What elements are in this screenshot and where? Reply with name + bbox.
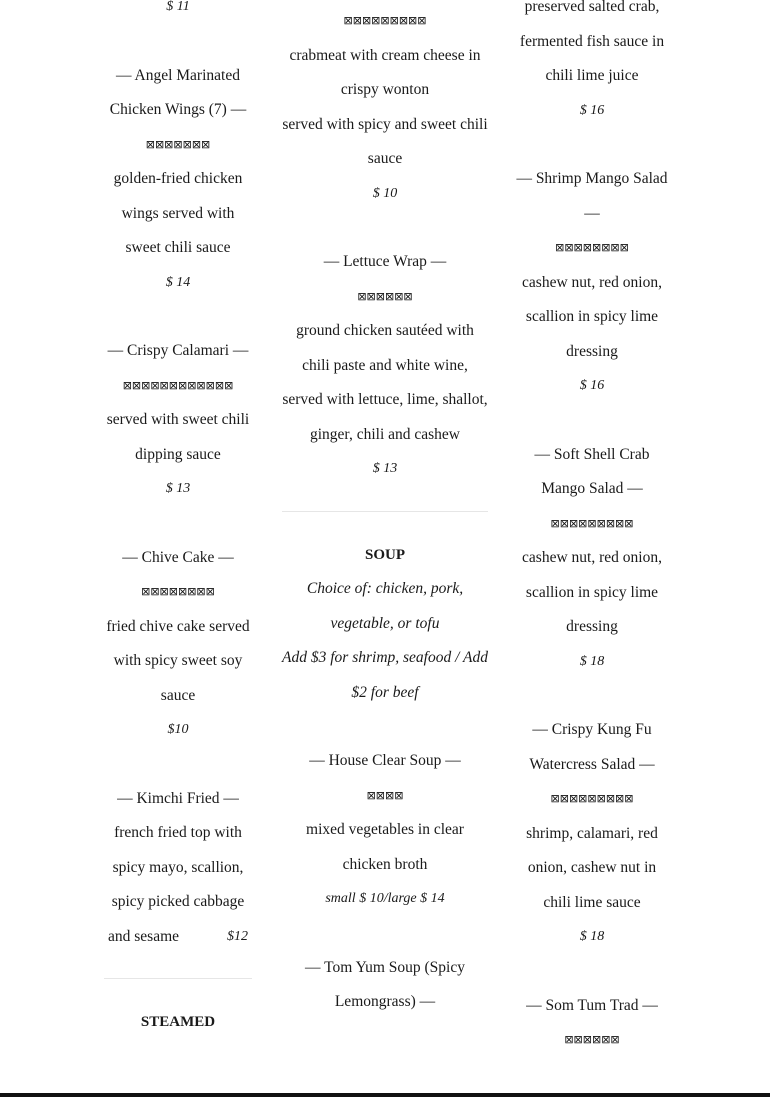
item-price: $ 10	[372, 185, 398, 201]
menu-item-shrimp-mango-salad	[515, 162, 669, 404]
section-divider	[282, 511, 488, 512]
item-title: — Soft Shell Crab Mango Salad —	[534, 445, 650, 497]
item-thai-name: ⊠⊠⊠⊠⊠⊠⊠⊠	[555, 241, 629, 254]
item-description-2: served with spicy and sweet chili sauce	[282, 115, 488, 167]
menu-item-house-clear-soup	[282, 744, 488, 917]
item-thai-name: ⊠⊠⊠⊠⊠⊠	[357, 289, 413, 303]
item-price: $ 16	[579, 102, 605, 118]
item-price: $12	[227, 928, 248, 944]
item-description: shrimp, calamari, red onion, cashew nut in chili lime sauce	[526, 824, 658, 911]
menu-column-salads	[515, 0, 669, 1058]
menu-item-crispy-calamari	[104, 334, 252, 507]
menu-item-chive-cake	[104, 541, 252, 748]
menu-item-som-tum-trad	[515, 989, 669, 1058]
item-thai-name: ⊠⊠⊠⊠⊠⊠⊠	[145, 137, 211, 151]
item-price: $ 13	[372, 461, 398, 476]
item-title: — House Clear Soup —	[309, 752, 461, 769]
soup-choice-note: Choice of: chicken, pork, vegetable, or tofu	[306, 580, 464, 632]
section-title-steamed: STEAMED	[140, 1014, 216, 1030]
item-price: $ 18	[579, 653, 605, 669]
menu-item-kung-fu-watercress-salad	[515, 713, 669, 955]
menu-item-kimchi-fried	[104, 782, 252, 955]
item-price: small $ 10/large $ 14	[325, 891, 445, 906]
item-title: — Kimchi Fried —	[117, 789, 239, 807]
menu-column-appetizers-1	[104, 0, 252, 1040]
item-description: cashew nut, red onion, scallion in spicy lime dressing	[522, 549, 662, 635]
item-description: ground chicken sautéed with chili paste and white wine, served with lettuce, lime, shallot, ginger, chili and cashew	[282, 322, 488, 443]
item-price: $ 18	[579, 929, 605, 944]
section-divider	[104, 978, 252, 979]
item-price: $ 13	[165, 481, 191, 496]
item-thai-name: ⊠⊠⊠⊠⊠⊠⊠⊠	[141, 585, 215, 598]
item-description: cashew nut, red onion, scallion in spicy lime dressing	[522, 273, 662, 360]
item-description: fried chive cake served with spicy sweet soy sauce	[106, 617, 250, 704]
item-thai-name: ⊠⊠⊠⊠⊠⊠	[564, 1033, 620, 1046]
item-title: — Tom Yum Soup (Spicy Lemongrass) —	[305, 958, 465, 1010]
menu-item-angel-wings	[104, 59, 252, 301]
item-title: — Lettuce Wrap —	[323, 253, 447, 270]
soup-addon-note: Add $3 for shrimp, seafood / Add $2 for beef	[282, 649, 488, 701]
item-description: preserved salted crab, fermented fish sauce in chili lime juice	[519, 0, 665, 84]
item-price: $ 11	[166, 0, 190, 14]
item-title: — Chive Cake —	[122, 548, 234, 566]
item-title: — Crispy Kung Fu Watercress Salad —	[529, 721, 655, 773]
menu-item-soft-shell-crab-salad	[515, 438, 669, 680]
item-thai-name: ⊠⊠⊠⊠⊠⊠⊠⊠⊠⊠⊠⊠	[122, 378, 234, 392]
item-description: french fried top with spicy mayo, scallion, spicy picked cabbage	[111, 824, 245, 910]
menu-item-crab-rangoon	[282, 4, 488, 211]
item-description: served with sweet chili dipping sauce	[106, 411, 250, 463]
bottom-edge-bar	[0, 1093, 770, 1097]
item-thai-name: ⊠⊠⊠⊠⊠⊠⊠⊠⊠	[550, 792, 634, 805]
item-thai-name: ⊠⊠⊠⊠⊠⊠⊠⊠⊠	[550, 516, 634, 530]
item-price: $10	[167, 722, 189, 737]
item-description: crabmeat with cream cheese in crispy wonton	[289, 46, 481, 98]
section-title-soup: SOUP	[364, 546, 405, 563]
item-price: $ 14	[165, 274, 191, 290]
item-description: golden-fried chicken wings served with sweet chili sauce	[113, 170, 243, 256]
menu-item-lettuce-wrap	[282, 245, 488, 487]
menu-item-tom-yum-soup	[282, 951, 488, 1020]
item-description: mixed vegetables in clear chicken broth	[306, 821, 464, 873]
item-price: $ 16	[579, 378, 605, 393]
item-description-end: and sesame	[108, 927, 180, 945]
section-soup	[282, 538, 488, 711]
item-thai-name: ⊠⊠⊠⊠⊠⊠⊠⊠⊠	[343, 14, 427, 27]
item-thai-name: ⊠⊠⊠⊠	[366, 788, 404, 802]
item-title: — Shrimp Mango Salad —	[516, 170, 668, 222]
menu-item-previous-salad	[515, 0, 669, 128]
menu-column-appetizers-2	[282, 4, 488, 1020]
item-title: — Angel Marinated Chicken Wings (7) —	[109, 66, 247, 118]
item-title: — Crispy Calamari —	[107, 342, 249, 359]
item-title: — Som Tum Trad —	[526, 996, 658, 1014]
